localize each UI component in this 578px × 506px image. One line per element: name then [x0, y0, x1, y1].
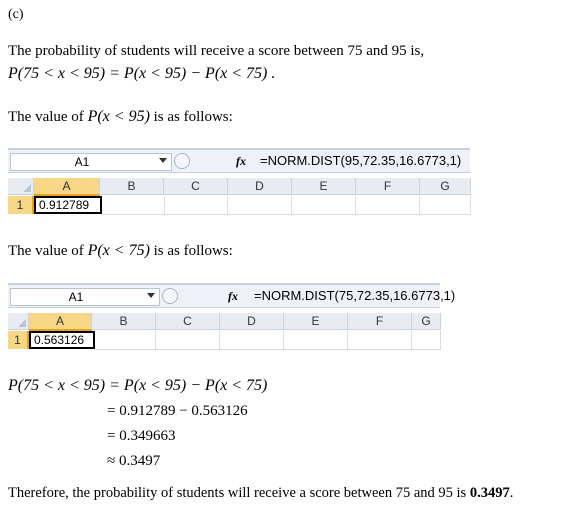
cell-d1[interactable] [220, 331, 284, 350]
function-icon[interactable]: fx [228, 289, 238, 303]
cell-b1[interactable] [102, 196, 165, 215]
column-header-a[interactable]: A [29, 313, 92, 331]
select-all-corner[interactable] [8, 313, 29, 330]
name-box-value: A1 [74, 155, 90, 169]
select-all-corner[interactable] [8, 178, 34, 195]
column-header-a[interactable]: A [34, 178, 100, 196]
circle-icon [162, 288, 178, 304]
column-header-b[interactable]: B [92, 313, 156, 330]
p75-sentence [8, 242, 233, 260]
excel-screenshot-2 [8, 283, 456, 353]
calc-line-1: P(75 < x < 95) = P(x < 95) − P(x < 75) [8, 377, 268, 394]
row-header-1[interactable]: 1 [8, 331, 29, 349]
column-header-d[interactable]: D [220, 313, 284, 330]
column-header-c[interactable]: C [164, 178, 228, 195]
column-header-f[interactable]: F [356, 178, 420, 195]
cell-c1[interactable] [165, 196, 228, 215]
cell-f1[interactable] [348, 331, 412, 350]
column-header-c[interactable]: C [156, 313, 220, 330]
chevron-down-icon[interactable] [159, 158, 167, 163]
p95-sentence [8, 108, 233, 126]
function-icon[interactable]: fx [236, 154, 246, 168]
name-box[interactable] [10, 153, 172, 171]
p75-suffix: is as follows: [153, 243, 233, 259]
calc-line-2: = 0.912789 − 0.563126 [107, 403, 248, 419]
conclusion [8, 484, 513, 502]
cell-e1[interactable] [292, 196, 356, 215]
formula-text[interactable]: =NORM.DIST(75,72.35,16.6773,1) [254, 288, 456, 303]
formula-text[interactable]: =NORM.DIST(95,72.35,16.6773,1) [260, 153, 462, 168]
chevron-down-icon[interactable] [147, 293, 155, 298]
intro-formula: P(75 < x < 95) = P(x < 95) − P(x < 75) . [8, 65, 276, 82]
intro-text: The probability of students will receive a score between 75 and 95 is, [8, 43, 425, 59]
p75-prefix: The value of [8, 243, 84, 259]
p95-prefix: The value of [8, 109, 84, 125]
row-header-1[interactable]: 1 [8, 196, 34, 214]
conclusion-value: 0.3497 [469, 485, 510, 501]
cell-g1[interactable] [412, 331, 441, 350]
p75-expression: P(x < 75) [87, 242, 150, 259]
cell-g1[interactable] [420, 196, 471, 215]
cell-d1[interactable] [228, 196, 292, 215]
cell-a1[interactable]: 0.912789 [34, 196, 102, 214]
column-header-e[interactable]: E [292, 178, 356, 195]
conclusion-period: . [509, 485, 514, 501]
column-header-g[interactable]: G [412, 313, 441, 330]
column-header-b[interactable]: B [100, 178, 164, 195]
column-header-e[interactable]: E [284, 313, 348, 330]
cell-e1[interactable] [284, 331, 348, 350]
circle-icon [174, 153, 190, 169]
calc-line-4: ≈ 0.3497 [107, 453, 161, 469]
p95-suffix: is as follows: [153, 109, 233, 125]
excel-screenshot-1 [8, 148, 470, 218]
name-box[interactable] [10, 288, 160, 306]
column-header-f[interactable]: F [348, 313, 412, 330]
cell-b1[interactable] [95, 331, 156, 350]
calc-line-3: = 0.349663 [107, 428, 176, 444]
cell-c1[interactable] [156, 331, 220, 350]
column-header-d[interactable]: D [228, 178, 292, 195]
formula-bar [8, 283, 456, 308]
p95-expression: P(x < 95) [87, 108, 150, 125]
cell-a1[interactable]: 0.563126 [29, 331, 95, 349]
name-box-value: A1 [68, 290, 84, 304]
part-label: (c) [8, 7, 24, 22]
cell-f1[interactable] [356, 196, 420, 215]
column-header-g[interactable]: G [420, 178, 471, 195]
conclusion-text: Therefore, the probability of students will receive a score between 75 and 95 is [8, 485, 467, 501]
formula-bar [8, 148, 470, 173]
